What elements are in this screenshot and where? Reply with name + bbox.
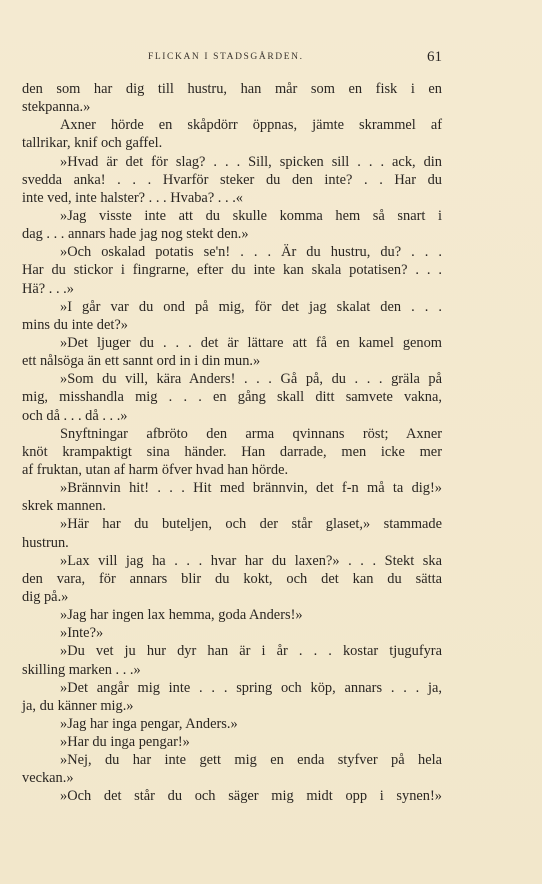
text-line: »Jag har inga pengar, Anders.»	[60, 715, 238, 732]
text-line: »I går var du ond på mig, för det jag skalat den . . .	[60, 298, 442, 315]
text-line: ja, du känner mig.»	[22, 697, 134, 714]
text-line: skrek mannen.	[22, 498, 106, 515]
page-number: 61	[427, 49, 442, 65]
text-line: dag . . . annars hade jag nog stekt den.»	[22, 226, 249, 243]
text-line: »Det ljuger du . . . det är lättare att få en kamel genom	[60, 334, 442, 351]
text-line: »Brännvin hit! . . . Hit med brännvin, det f-n må ta dig!»	[60, 480, 442, 497]
text-line: »Jag har ingen lax hemma, goda Anders!»	[60, 607, 303, 624]
text-line: mig, misshandla mig . . . en gång skall ditt samvete vakna,	[22, 389, 442, 406]
text-line: »Här har du buteljen, och der står glaset,» stammade	[60, 516, 442, 533]
text-line: den vara, för annars blir du kokt, och det kan du sätta	[22, 570, 442, 587]
text-line: och då . . . då . . .»	[22, 407, 128, 424]
text-line: den som har dig till hustru, han mår som en fisk i en	[22, 81, 442, 97]
text-line: knöt krampaktigt sina händer. Han darrade, men icke mer	[22, 443, 442, 460]
text-line: skilling marken . . .»	[22, 661, 141, 678]
text-line: »Som du vill, kära Anders! . . . Gå på, du . . . gräla på	[60, 371, 442, 388]
text-line: »Lax vill jag ha . . . hvar har du laxen?» . . . Stekt ska	[60, 552, 442, 569]
text-line: Har du stickor i fingrarne, efter du inte kan skala potatisen? . . .	[22, 262, 442, 279]
text-line: Snyftningar afbröto den arma qvinnans röst; Axner	[60, 425, 442, 442]
running-head: FLICKAN I STADSGÅRDEN.	[148, 52, 304, 62]
text-line: »Jag visste inte att du skulle komma hem så snart i	[60, 207, 442, 224]
text-line: veckan.»	[22, 770, 74, 787]
text-line: Axner hörde en skåpdörr öppnas, jämte skrammel af	[60, 117, 442, 134]
text-line: inte ved, inte halster? . . . Hvaba? . . .«	[22, 189, 243, 206]
text-line: stekpanna.»	[22, 99, 91, 116]
text-line: svedda anka! . . . Hvarför steker du den inte? . . Har du	[22, 171, 442, 188]
body-text	[22, 80, 442, 806]
text-line: mins du inte det?»	[22, 316, 128, 333]
text-line: ett nålsöga än ett sannt ord in i din mun.»	[22, 353, 261, 370]
text-line: af fruktan, utan af harm öfver hvad han hörde.	[22, 461, 289, 478]
text-line: »Hvad är det för slag? . . . Sill, spicken sill . . . ack, din	[60, 153, 442, 170]
text-line: »Inte?»	[60, 625, 104, 642]
text-line: »Nej, du har inte gett mig en enda styfver på hela	[60, 752, 442, 769]
text-line: dig på.»	[22, 588, 69, 605]
text-line: »Du vet ju hur dyr han är i år . . . kostar tjugufyra	[60, 643, 442, 660]
text-line: »Och det står du och säger mig midt opp i synen!»	[60, 788, 442, 805]
text-line: Hä? . . .»	[22, 280, 74, 297]
text-line: tallrikar, knif och gaffel.	[22, 135, 163, 152]
text-line: »Det angår mig inte . . . spring och köp, annars . . . ja,	[60, 679, 442, 696]
page-header	[22, 49, 442, 68]
text-line: hustrun.	[22, 534, 69, 551]
text-line: »Och oskalad potatis se'n! . . . Är du hustru, du? . . .	[60, 244, 442, 261]
text-line: »Har du inga pengar!»	[60, 734, 190, 751]
